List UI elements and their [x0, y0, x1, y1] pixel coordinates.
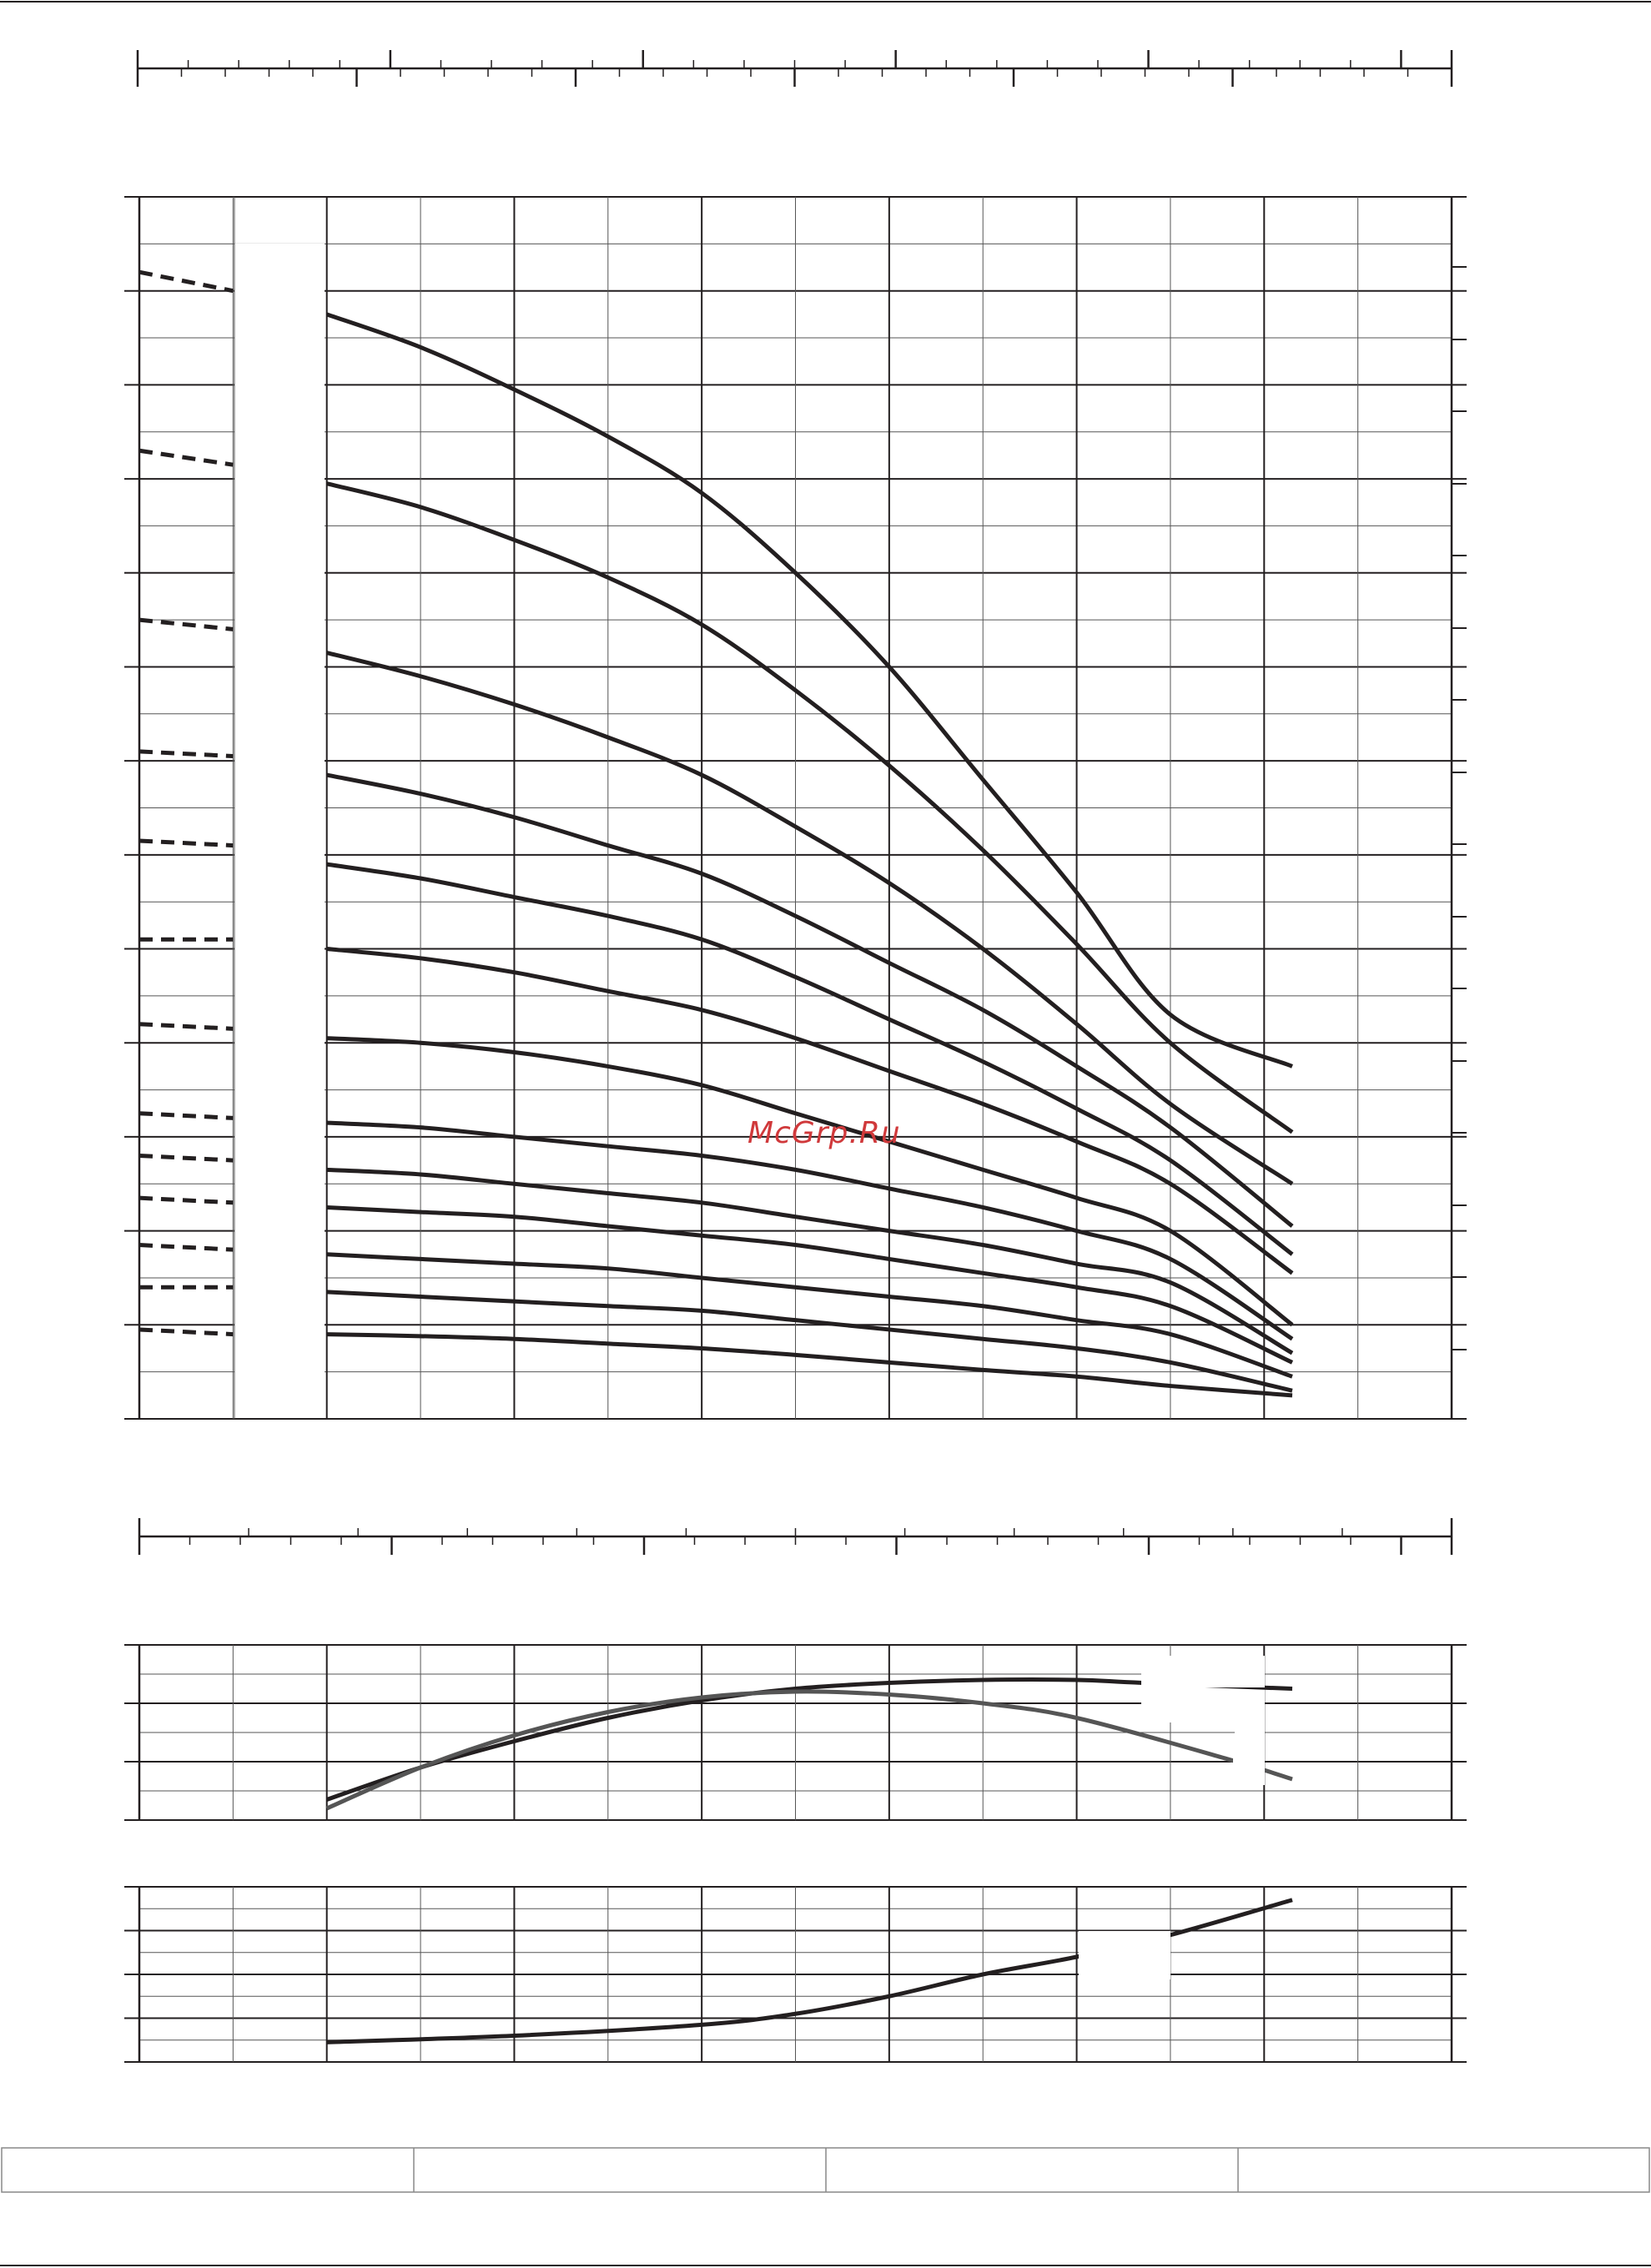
- dashed-curve-segment: [139, 272, 233, 291]
- dashed-curve-segment: [139, 1024, 233, 1029]
- dashed-curve-segment: [139, 620, 233, 629]
- label-mask-box: [1079, 1931, 1170, 1979]
- dashed-curve-segment: [139, 1155, 233, 1160]
- head-curves-chart: [124, 197, 1467, 1419]
- performance-curve: [327, 1292, 1292, 1390]
- power-chart: [124, 1887, 1467, 2062]
- dashed-curve-segment: [139, 450, 233, 465]
- efficiency-chart: [124, 1645, 1467, 1820]
- performance-curve: [327, 1335, 1292, 1395]
- performance-curve: [327, 775, 1292, 1226]
- dashed-curve-segment: [139, 752, 233, 757]
- label-mask-column: [234, 244, 325, 1373]
- dashed-curve-segment: [139, 841, 233, 846]
- top-flow-scale: [138, 50, 1452, 87]
- dashed-curve-segment: [139, 1198, 233, 1203]
- label-mask-box: [1233, 1752, 1265, 1785]
- dashed-curve-segment: [139, 1245, 233, 1250]
- label-mask-box: [1141, 1656, 1265, 1687]
- performance-curve: [327, 653, 1292, 1184]
- middle-flow-scale: [139, 1518, 1452, 1555]
- footer-table: [2, 2148, 1649, 2192]
- dashed-curve-segment: [139, 1330, 233, 1335]
- dashed-curve-segment: [139, 1114, 233, 1119]
- performance-curve: [327, 1038, 1292, 1325]
- watermark-text: McGrp.Ru: [747, 1116, 901, 1150]
